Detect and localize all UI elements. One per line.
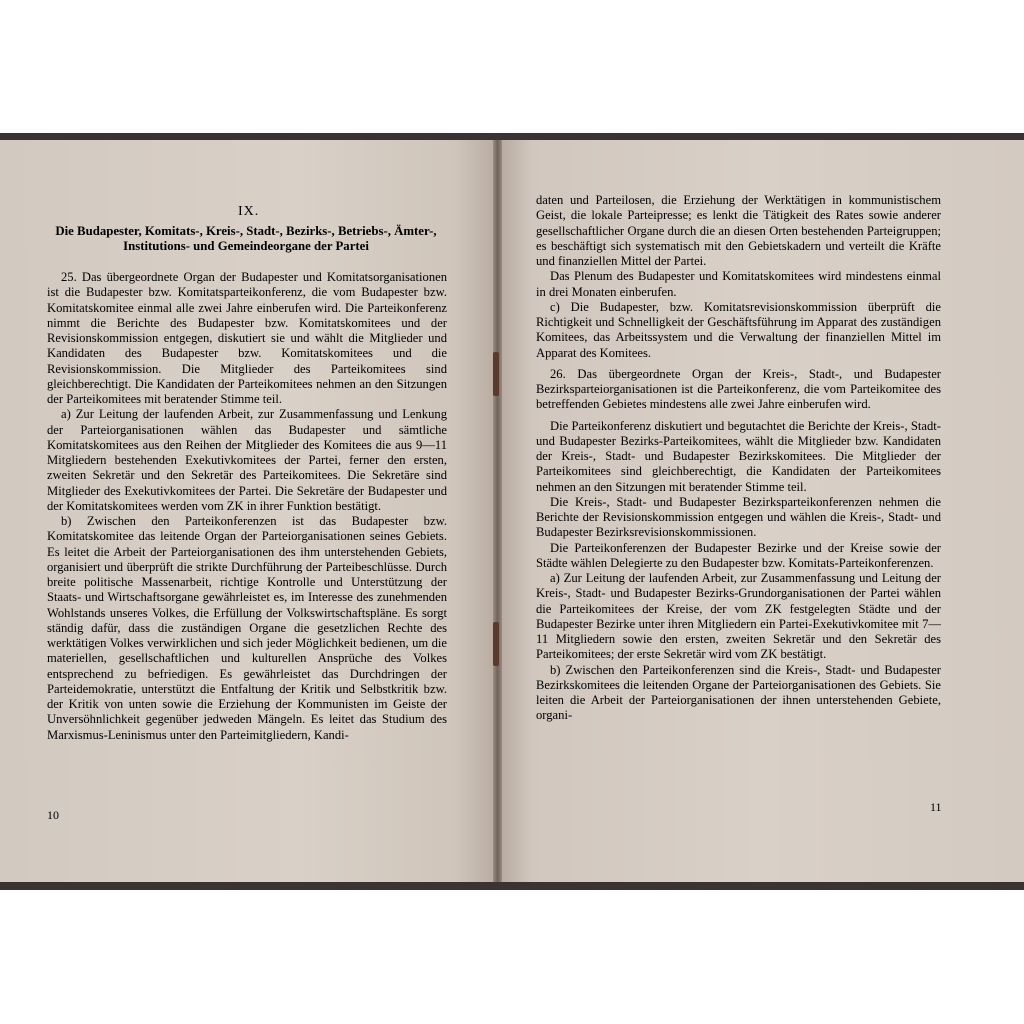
chapter-number: IX.	[238, 204, 260, 219]
paragraph: 26. Das übergeordnete Organ der Kreis-, Stadt-, und Budapester Bezirksparteiorganisationen ist die Parteikonferenz, die vom Parteikomitee des betreffenden Gebietes mindestens alle zwei Jahre einberufen wird.	[536, 366, 941, 412]
left-page-body	[47, 270, 447, 743]
paragraph: Die Parteikonferenz diskutiert und begutachtet die Berichte der Kreis-, Stadt- und Budapester Bezirks-Parteikomitees, wählt die Mitglieder bzw. Kandidaten der Kreis-, Stadt- und Budapester Bezirkskomitees. Die Mitglieder der Parteikomitees sind gleichberechtigt, die Kandidaten der Parteikomitees nehmen an den Sitzungen mit beratender Stimme teil.	[536, 418, 941, 494]
paragraph: c) Die Budapester, bzw. Komitatsrevisionskommission überprüft die Richtigkeit und Schnelligkeit der Geschäftsführung im Apparat des zuständigen Komitees, das Arbeitssystem und die Verwaltung der finanziellen Mittel im Apparat des Komitees.	[536, 299, 941, 360]
book-gutter	[493, 140, 502, 882]
paragraph: Die Parteikonferenzen der Budapester Bezirke und der Kreise sowie der Städte wählen Delegierte zu den Budapester bzw. Komitats-Parteikonferenzen.	[536, 540, 941, 570]
paragraph: Die Kreis-, Stadt- und Budapester Bezirksparteikonferenzen nehmen die Berichte der Revisionskommission entgegen und wählen die Kreis-, Stadt- und Budapester Bezirksrevisionskommissionen.	[536, 494, 941, 540]
staple-icon	[493, 622, 499, 666]
paragraph: a) Zur Leitung der laufenden Arbeit, zur Zusammenfassung und Leitung der Kreis-, Stadt- und Budapester Bezirks-Grundorganisationen der Partei wählen die Parteikomitees der Kreise, der vom ZK festgelegten Städte und der Budapester Bezirke unter ihren Mitgliedern ein Partei-Exekutivkomitee mit 7—11 Mitgliedern sowie den ersten, zweiten Sekretär und den Sekretär des Parteikomitees; der erste Sekretär wird vom ZK bestätigt.	[536, 571, 941, 662]
paragraph: Das Plenum des Budapester und Komitatskomitees wird mindestens einmal in drei Monaten einberufen.	[536, 269, 941, 299]
paragraph: a) Zur Leitung der laufenden Arbeit, zur Zusammenfassung und Lenkung der Parteiorganisationen wählen das Budapester und sämtliche Komitatskomitees aus den Reihen der Mitglieder des Komitees die aus 9—11 Mitgliedern bestehenden Exekutivkomitees der Partei, ferner den ersten, zweiten Sekretär und den Sekretär des Parteikomitees. Die Sekretäre sind Mitglieder des Exekutivkomitees der Partei. Die Sekretäre der Budapester und der Komitatskomitees werden vom ZK in ihrer Funktion bestätigt.	[47, 407, 447, 513]
paragraph: b) Zwischen den Parteikonferenzen ist das Budapester bzw. Komitatskomitee das leitende Organ der Parteiorganisationen seines Gebiets. Es leitet die Arbeit der Parteiorganisationen des ihm unterstehenden Gebiets, organisiert und überprüft die strikte Durchführung der Parteibeschlüsse. Durch breite politische Massenarbeit, richtige Kontrolle und Unterstützung der Staats- und Wirtschaftsorgane gewährleistet es, im Interesse des zunehmenden Wohlstands unseres Volkes, die Erfüllung der Volkswirtschaftspläne. Es sorgt ständig dafür, dass die zuständigen Organe die gesetzlichen Rechte des werktätigen Volkes verwirklichen und sich jeder Möglichkeit bedienen, um die materiellen, gesellschaftlichen und kulturellen Ansprüche des Volkes entsprechend zu befriedigen. Es gewährleistet das Durchdringen der Parteidemokratie, unterstützt die Entfaltung der Kritik und Selbstkritik bzw. der Kritik von unten sowie die Erziehung der Kommunisten im Geiste der Unversöhnlichkeit gegenüber jedweden Mängeln. Es leitet das Studium des Marxismus-Leninismus unter den Parteimitgliedern, Kandi-	[47, 514, 447, 742]
right-page-body	[536, 193, 941, 724]
chapter-heading: Die Budapester, Komitats-, Kreis-, Stadt-, Bezirks-, Betriebs-, Ämter-, Institutions- und Gemeindeorgane der Partei	[55, 224, 437, 253]
paragraph: b) Zwischen den Parteikonferenzen sind die Kreis-, Stadt- und Budapester Bezirkskomitees die leitenden Organe der Parteiorganisationen des Gebiets. Sie leiten die Arbeit der Parteiorganisationen der ihnen unterstehenden Gebiete, organi-	[536, 662, 941, 723]
staple-icon	[493, 352, 499, 396]
paragraph: daten und Parteilosen, die Erziehung der Werktätigen in kommunistischem Geist, die lokale Parteipresse; es lenkt die Tätigkeit des Rates sowie anderer gesellschaftlicher Organe durch die an diesen Orten bestehenden Parteigruppen; es beschäftigt sich systematisch mit den Gebietskadern und verteilt die Kräfte und finanziellen Mittel der Partei.	[536, 193, 941, 268]
paragraph: 25. Das übergeordnete Organ der Budapester und Komitatsorganisationen ist die Budapester bzw. Komitatsparteikonferenz, die vom Budapester bzw. Komitatskomitee einmal alle zwei Jahre einberufen wird. Die Parteikonferenz nimmt die Berichte des Budapester bzw. Komitatskomitees und der Revisionskommission entgegen, diskutiert sie und wählt die Mitglieder und Kandidaten des Budapester bzw. Komitatskomitees und die Revisionskommission. Die Mitglieder des Parteikomitees sind gleichberechtigt. Die Kandidaten der Parteikomitees nehmen an den Sitzungen der Parteikomitees mit beratender Stimme teil.	[47, 270, 447, 406]
page-number-left: 10	[47, 808, 59, 822]
page-number-right: 11	[930, 800, 942, 814]
